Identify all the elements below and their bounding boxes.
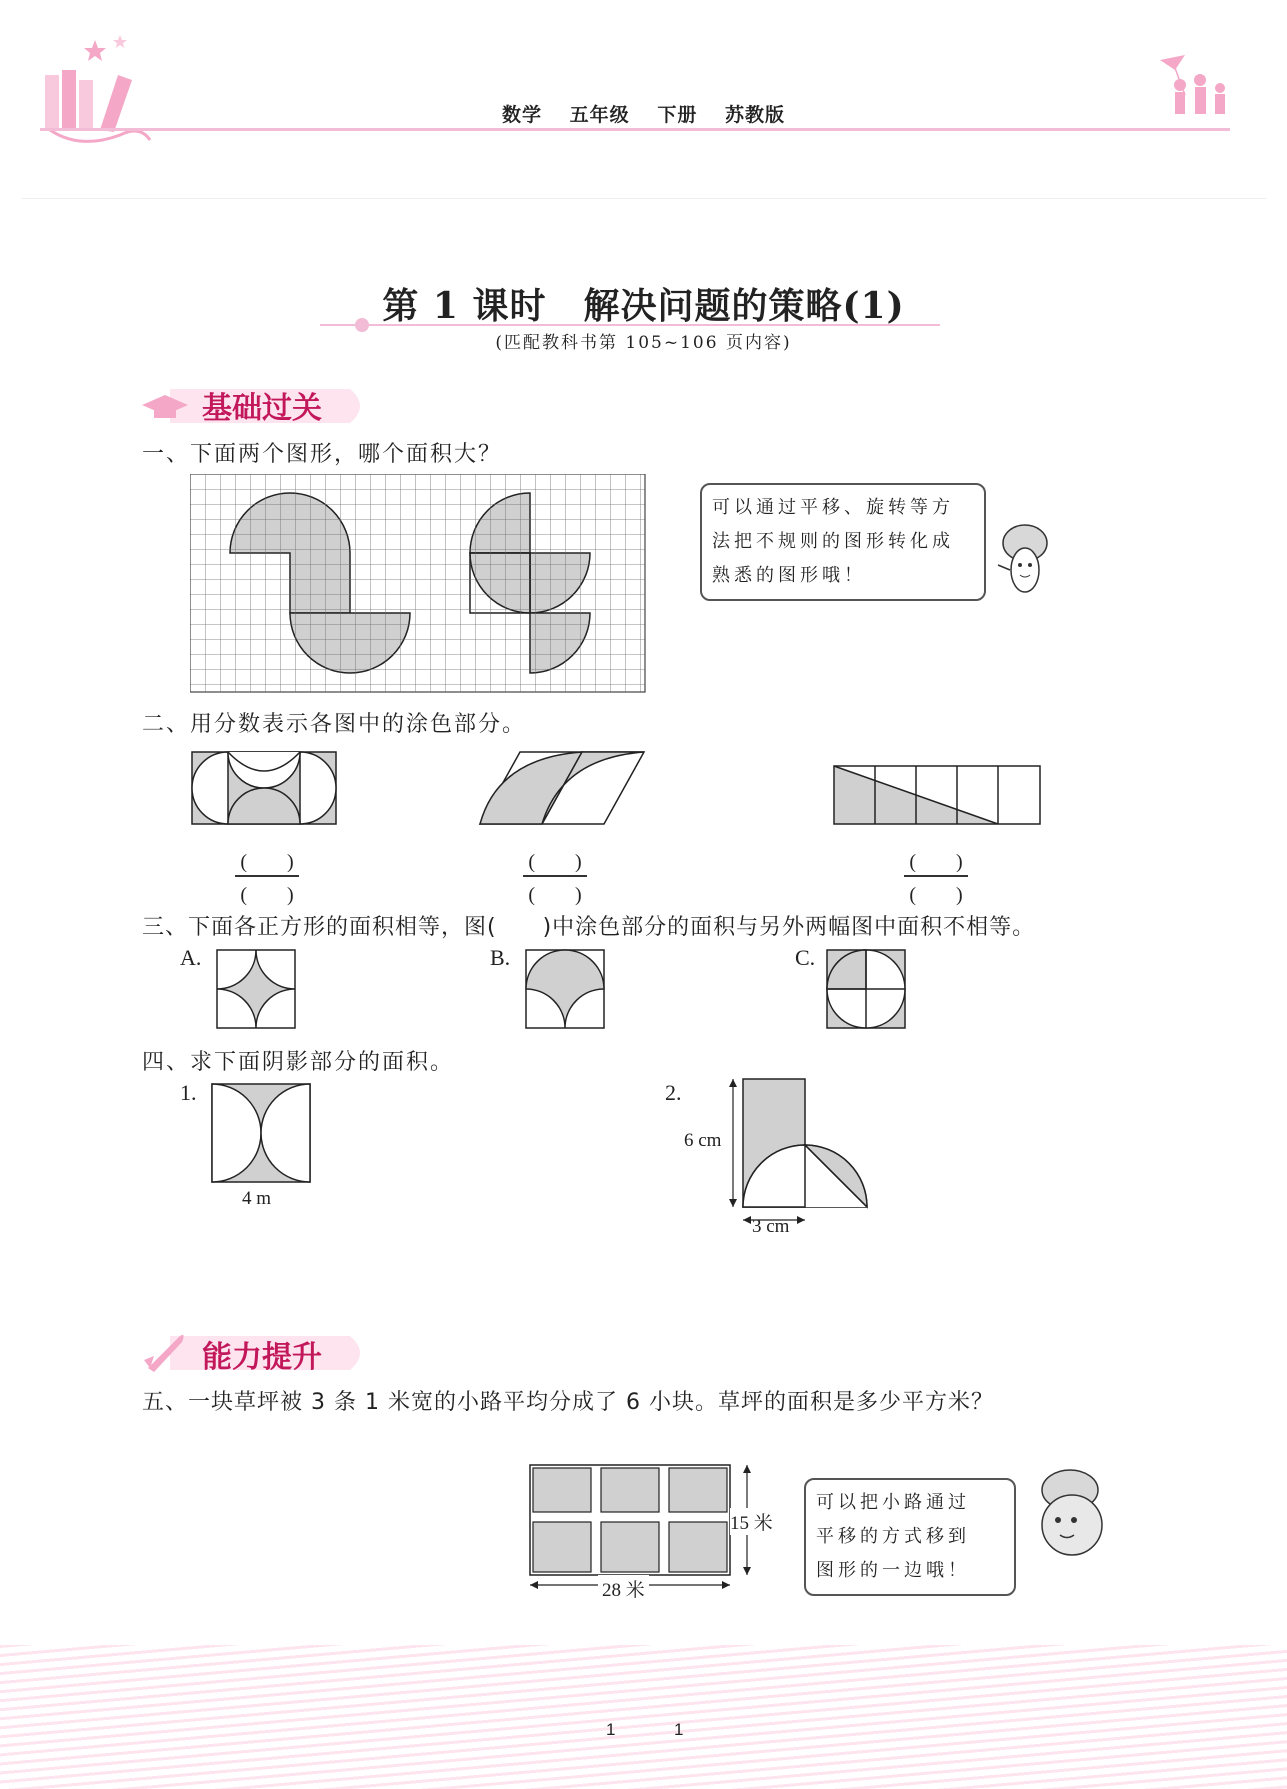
cartoon-vegetable-icon-2: [1030, 1465, 1120, 1565]
footer-band: [0, 1645, 1287, 1789]
q2-fraction-2[interactable]: ( ) ( ): [517, 845, 593, 907]
section-title-basic: 基础过关: [202, 391, 322, 426]
question-5: 五、一块草坪被 3 条 1 米宽的小路平均分成了 6 小块。草坪的面积是多少平方米？: [142, 1390, 994, 1415]
q4-figure-1: [210, 1082, 312, 1184]
page-title: 第 1 课时 解决问题的策略(1): [382, 285, 905, 327]
q5-hint-bubble: 可以把小路通过 平移的方式移到 图形的一边哦！: [804, 1478, 1016, 1596]
q4-label-height: 6 cm: [684, 1130, 722, 1151]
header-divider: [40, 128, 1230, 131]
header-subject: 数学: [502, 104, 543, 126]
header-edition: 苏教版: [724, 104, 785, 126]
q3-option-b: B.: [490, 945, 511, 970]
q3-option-a: A.: [180, 945, 202, 970]
q4-label-width: 3 cm: [752, 1216, 790, 1237]
q2-figure-3: [832, 764, 1042, 826]
q4-item-2: 2.: [665, 1080, 682, 1105]
q4-figure-2: [725, 1075, 870, 1235]
q3-figure-a: [215, 948, 299, 1030]
page-number-right: 1: [674, 1720, 684, 1739]
header-grade: 五年级: [569, 104, 630, 126]
q5-label-width: 28 米: [598, 1575, 649, 1602]
question-3: 三、下面各正方形的面积相等，图( )中涂色部分的面积与另外两幅图中面积不相等。: [142, 915, 1036, 940]
header-logo: [40, 30, 160, 150]
header-volume: 下册: [657, 104, 698, 126]
question-2: 二、用分数表示各图中的涂色部分。: [142, 712, 527, 737]
q2-fraction-1[interactable]: ( ) ( ): [229, 845, 305, 907]
page-subtitle: (匹配教科书第 105~106 页内容): [495, 333, 792, 353]
q4-item-1: 1.: [180, 1080, 197, 1105]
q2-fraction-3[interactable]: ( ) ( ): [898, 845, 974, 907]
question-1: 一、下面两个图形，哪个面积大？: [142, 442, 503, 467]
q4-label-side: 4 m: [242, 1188, 272, 1209]
q3-option-c: C.: [795, 945, 816, 970]
q5-label-height: 15 米: [730, 1508, 773, 1535]
q2-figure-2: [478, 750, 648, 825]
q1-grid-figure: [190, 474, 647, 694]
q3-figure-b: [524, 948, 608, 1030]
q2-figure-1: [190, 750, 340, 825]
question-4: 四、求下面阴影部分的面积。: [142, 1050, 455, 1075]
q1-hint-bubble: 可以通过平移、旋转等方 法把不规则的图形转化成 熟悉的图形哦！: [700, 483, 986, 601]
section-title-advanced: 能力提升: [202, 1340, 322, 1375]
header-bottom-line: [22, 198, 1266, 199]
header-info: [0, 100, 1287, 127]
cartoon-vegetable-icon: [990, 515, 1060, 605]
q3-figure-c: [825, 948, 909, 1030]
page-number-left: 1: [606, 1720, 616, 1739]
